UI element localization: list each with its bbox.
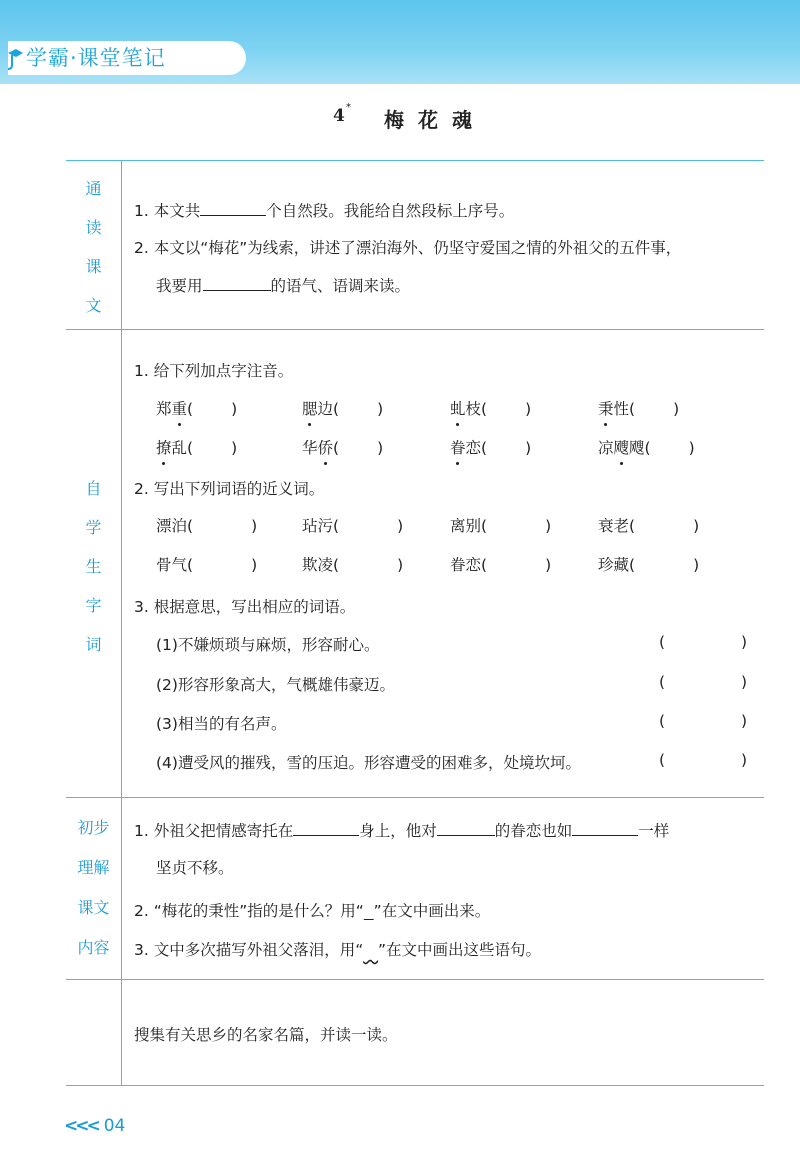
meaning-item: (1)不嫌烦琐与麻烦，形容耐心。 [156, 636, 380, 654]
label-word: 初步 [77, 818, 110, 837]
section-label-zixue [66, 476, 121, 671]
question-text: 1. 本文共 [134, 202, 201, 220]
label-char: 文 [85, 296, 102, 315]
paren-open: ( [333, 556, 340, 574]
paren-open: ( [659, 633, 666, 651]
zixue-q1: 1. 给下列加点字注音。 [134, 362, 294, 380]
question-text: 一样 [638, 822, 670, 840]
divider [66, 979, 764, 980]
answer-blank[interactable] [200, 201, 266, 216]
chubu-q3 [134, 938, 541, 960]
synonym-item [450, 514, 551, 536]
paren-open: ( [333, 517, 340, 535]
paren-open: ( [481, 517, 488, 535]
pinyin-item [598, 397, 679, 419]
page-footer [64, 1116, 125, 1136]
label-char: 课 [85, 257, 102, 276]
answer-space[interactable] [672, 712, 736, 732]
header-band [0, 0, 800, 84]
paren-open: ( [187, 517, 194, 535]
lesson-name: 梅花魂 [384, 108, 486, 132]
pinyin-item [156, 397, 237, 419]
synonym-word: 离别 [450, 517, 482, 535]
dotted-char: 重 [172, 397, 188, 419]
pinyin-item [450, 436, 531, 458]
paren-close: ) [741, 712, 748, 730]
wavy-line-mark [363, 941, 378, 959]
paren-open: ( [481, 556, 488, 574]
word-part: 华 [302, 439, 318, 457]
paren-open: ( [659, 712, 666, 730]
graduation-cap-icon [6, 45, 24, 71]
paren-open: ( [187, 556, 194, 574]
synonym-word: 衰老 [598, 517, 630, 535]
paren-close: ) [688, 439, 695, 457]
paren-close: ) [741, 633, 748, 651]
answer-space[interactable] [672, 633, 736, 653]
word-part: 飕 [629, 439, 645, 457]
paren-open: ( [644, 439, 651, 457]
lesson-title [0, 100, 800, 136]
paren-close: ) [545, 517, 552, 535]
straight-line-mark [364, 902, 374, 920]
meaning-item: (4)遭受风的摧残，雪的压迫。形容遭受的困难多，处境坎坷。 [156, 754, 581, 772]
column-divider [121, 160, 122, 1085]
pinyin-item [598, 436, 695, 458]
synonym-word: 漂泊 [156, 517, 188, 535]
dotted-char: 腮 [302, 397, 318, 419]
divider [66, 329, 764, 330]
label-char: 生 [85, 557, 102, 576]
brand-banner [8, 41, 246, 75]
label-char: 读 [85, 218, 102, 237]
paren-close: ) [545, 556, 552, 574]
synonym-item [302, 514, 403, 536]
zixue-q2: 2. 写出下列词语的近义词。 [134, 480, 325, 498]
meaning-item: (2)形容形象高大，气概雄伟豪迈。 [156, 676, 395, 694]
paren-close: ) [377, 439, 384, 457]
synonym-item [156, 553, 257, 575]
synonym-item [598, 553, 699, 575]
paren-open: ( [629, 517, 636, 535]
question-text: 1. 外祖父把情感寄托在 [134, 822, 294, 840]
paren-close: ) [693, 517, 700, 535]
synonym-item [450, 553, 551, 575]
question-text: ”在文中画出这些语句。 [378, 941, 542, 959]
synonym-item [156, 514, 257, 536]
synonym-word: 骨气 [156, 556, 188, 574]
paren-close: ) [251, 556, 258, 574]
paren-close: ) [231, 400, 238, 418]
paren-open: ( [187, 400, 194, 418]
label-word: 理解 [77, 858, 110, 877]
paren-close: ) [525, 439, 532, 457]
paren-open: ( [629, 400, 636, 418]
paren-close: ) [397, 517, 404, 535]
paren-open: ( [187, 439, 194, 457]
pinyin-item [302, 436, 383, 458]
chevrons-icon: <<< [64, 1116, 98, 1136]
divider [66, 1085, 764, 1086]
section-label-tongdu [66, 176, 121, 332]
word-part: 边 [317, 400, 334, 418]
synonym-word: 珍藏 [598, 556, 630, 574]
dotted-char: 飕 [614, 436, 630, 458]
question-text: 2. “梅花的秉性”指的是什么？用“ [134, 902, 364, 920]
label-char: 自 [85, 479, 102, 498]
paren-open: ( [481, 400, 488, 418]
page-number: 04 [103, 1116, 126, 1136]
answer-blank[interactable] [293, 821, 359, 836]
pinyin-item [450, 397, 531, 419]
question-text: ”在文中画出来。 [373, 902, 491, 920]
dotted-char: 眷 [450, 436, 466, 458]
word-part: 枝 [465, 400, 482, 418]
paren-close: ) [741, 751, 748, 769]
word-part: 乱 [171, 439, 188, 457]
paren-open: ( [659, 673, 666, 691]
label-char: 学 [85, 518, 102, 537]
paren-close: ) [251, 517, 258, 535]
divider [66, 160, 764, 161]
label-char: 通 [85, 179, 102, 198]
synonym-word: 玷污 [302, 517, 334, 535]
paren-close: ) [377, 400, 384, 418]
label-char: 词 [85, 635, 102, 654]
brand-title: 学霸·课堂笔记 [26, 46, 166, 70]
question-text: 的语气、语调来读。 [270, 277, 411, 295]
pinyin-item [302, 397, 383, 419]
answer-blank[interactable] [437, 821, 495, 836]
word-part: 凉 [598, 439, 614, 457]
paren-open: ( [629, 556, 636, 574]
paren-close: ) [741, 673, 748, 691]
chubu-q1-cont: 坚贞不移。 [156, 859, 234, 877]
dotted-char: 侨 [318, 436, 334, 458]
paren-close: ) [673, 400, 680, 418]
question-2: 2. 本文以“梅花”为线索，讲述了漂泊海外、仍坚守爱国之情的外祖父的五件事， [134, 239, 682, 257]
chubu-q1 [134, 819, 669, 841]
dotted-char: 虬 [450, 397, 466, 419]
meaning-item: (3)相当的有名声。 [156, 715, 287, 733]
paren-close: ) [525, 400, 532, 418]
chubu-q2 [134, 899, 490, 921]
label-word: 内容 [77, 938, 110, 957]
label-char: 字 [85, 596, 102, 615]
word-part: 恋 [465, 439, 482, 457]
answer-space[interactable] [672, 751, 736, 771]
question-text: 的眷恋也如 [494, 822, 573, 840]
question-text: 3. 文中多次描写外祖父落泪，用“ [134, 941, 364, 959]
paren-close: ) [397, 556, 404, 574]
synonym-item [598, 514, 699, 536]
answer-space[interactable] [672, 673, 736, 693]
dotted-char: 撩 [156, 436, 172, 458]
label-word: 课文 [77, 898, 110, 917]
paren-open: ( [333, 400, 340, 418]
paren-close: ) [231, 439, 238, 457]
dotted-char: 秉 [598, 397, 614, 419]
question-2-cont [156, 274, 410, 296]
answer-blank[interactable] [203, 276, 271, 291]
zixue-q3: 3. 根据意思，写出相应的词语。 [134, 598, 356, 616]
paren-close: ) [693, 556, 700, 574]
section-label-chubu [66, 815, 121, 975]
pinyin-item [156, 436, 237, 458]
word-part: 性 [613, 400, 630, 418]
lesson-star: * [346, 102, 351, 113]
question-text: 我要用 [156, 277, 203, 295]
synonym-word: 眷恋 [450, 556, 482, 574]
synonym-word: 欺凌 [302, 556, 334, 574]
question-text: 身上，他对 [359, 822, 437, 840]
paren-open: ( [333, 439, 340, 457]
extra-task: 搜集有关思乡的名家名篇，并读一读。 [134, 1026, 398, 1044]
synonym-item [302, 553, 403, 575]
question-text: 个自然段。我能给自然段标上序号。 [266, 202, 515, 220]
question-1 [134, 199, 514, 221]
word-part: 郑 [156, 400, 172, 418]
answer-blank[interactable] [572, 821, 638, 836]
paren-open: ( [481, 439, 488, 457]
divider [66, 797, 764, 798]
paren-open: ( [659, 751, 666, 769]
lesson-number: 4 [333, 106, 345, 126]
